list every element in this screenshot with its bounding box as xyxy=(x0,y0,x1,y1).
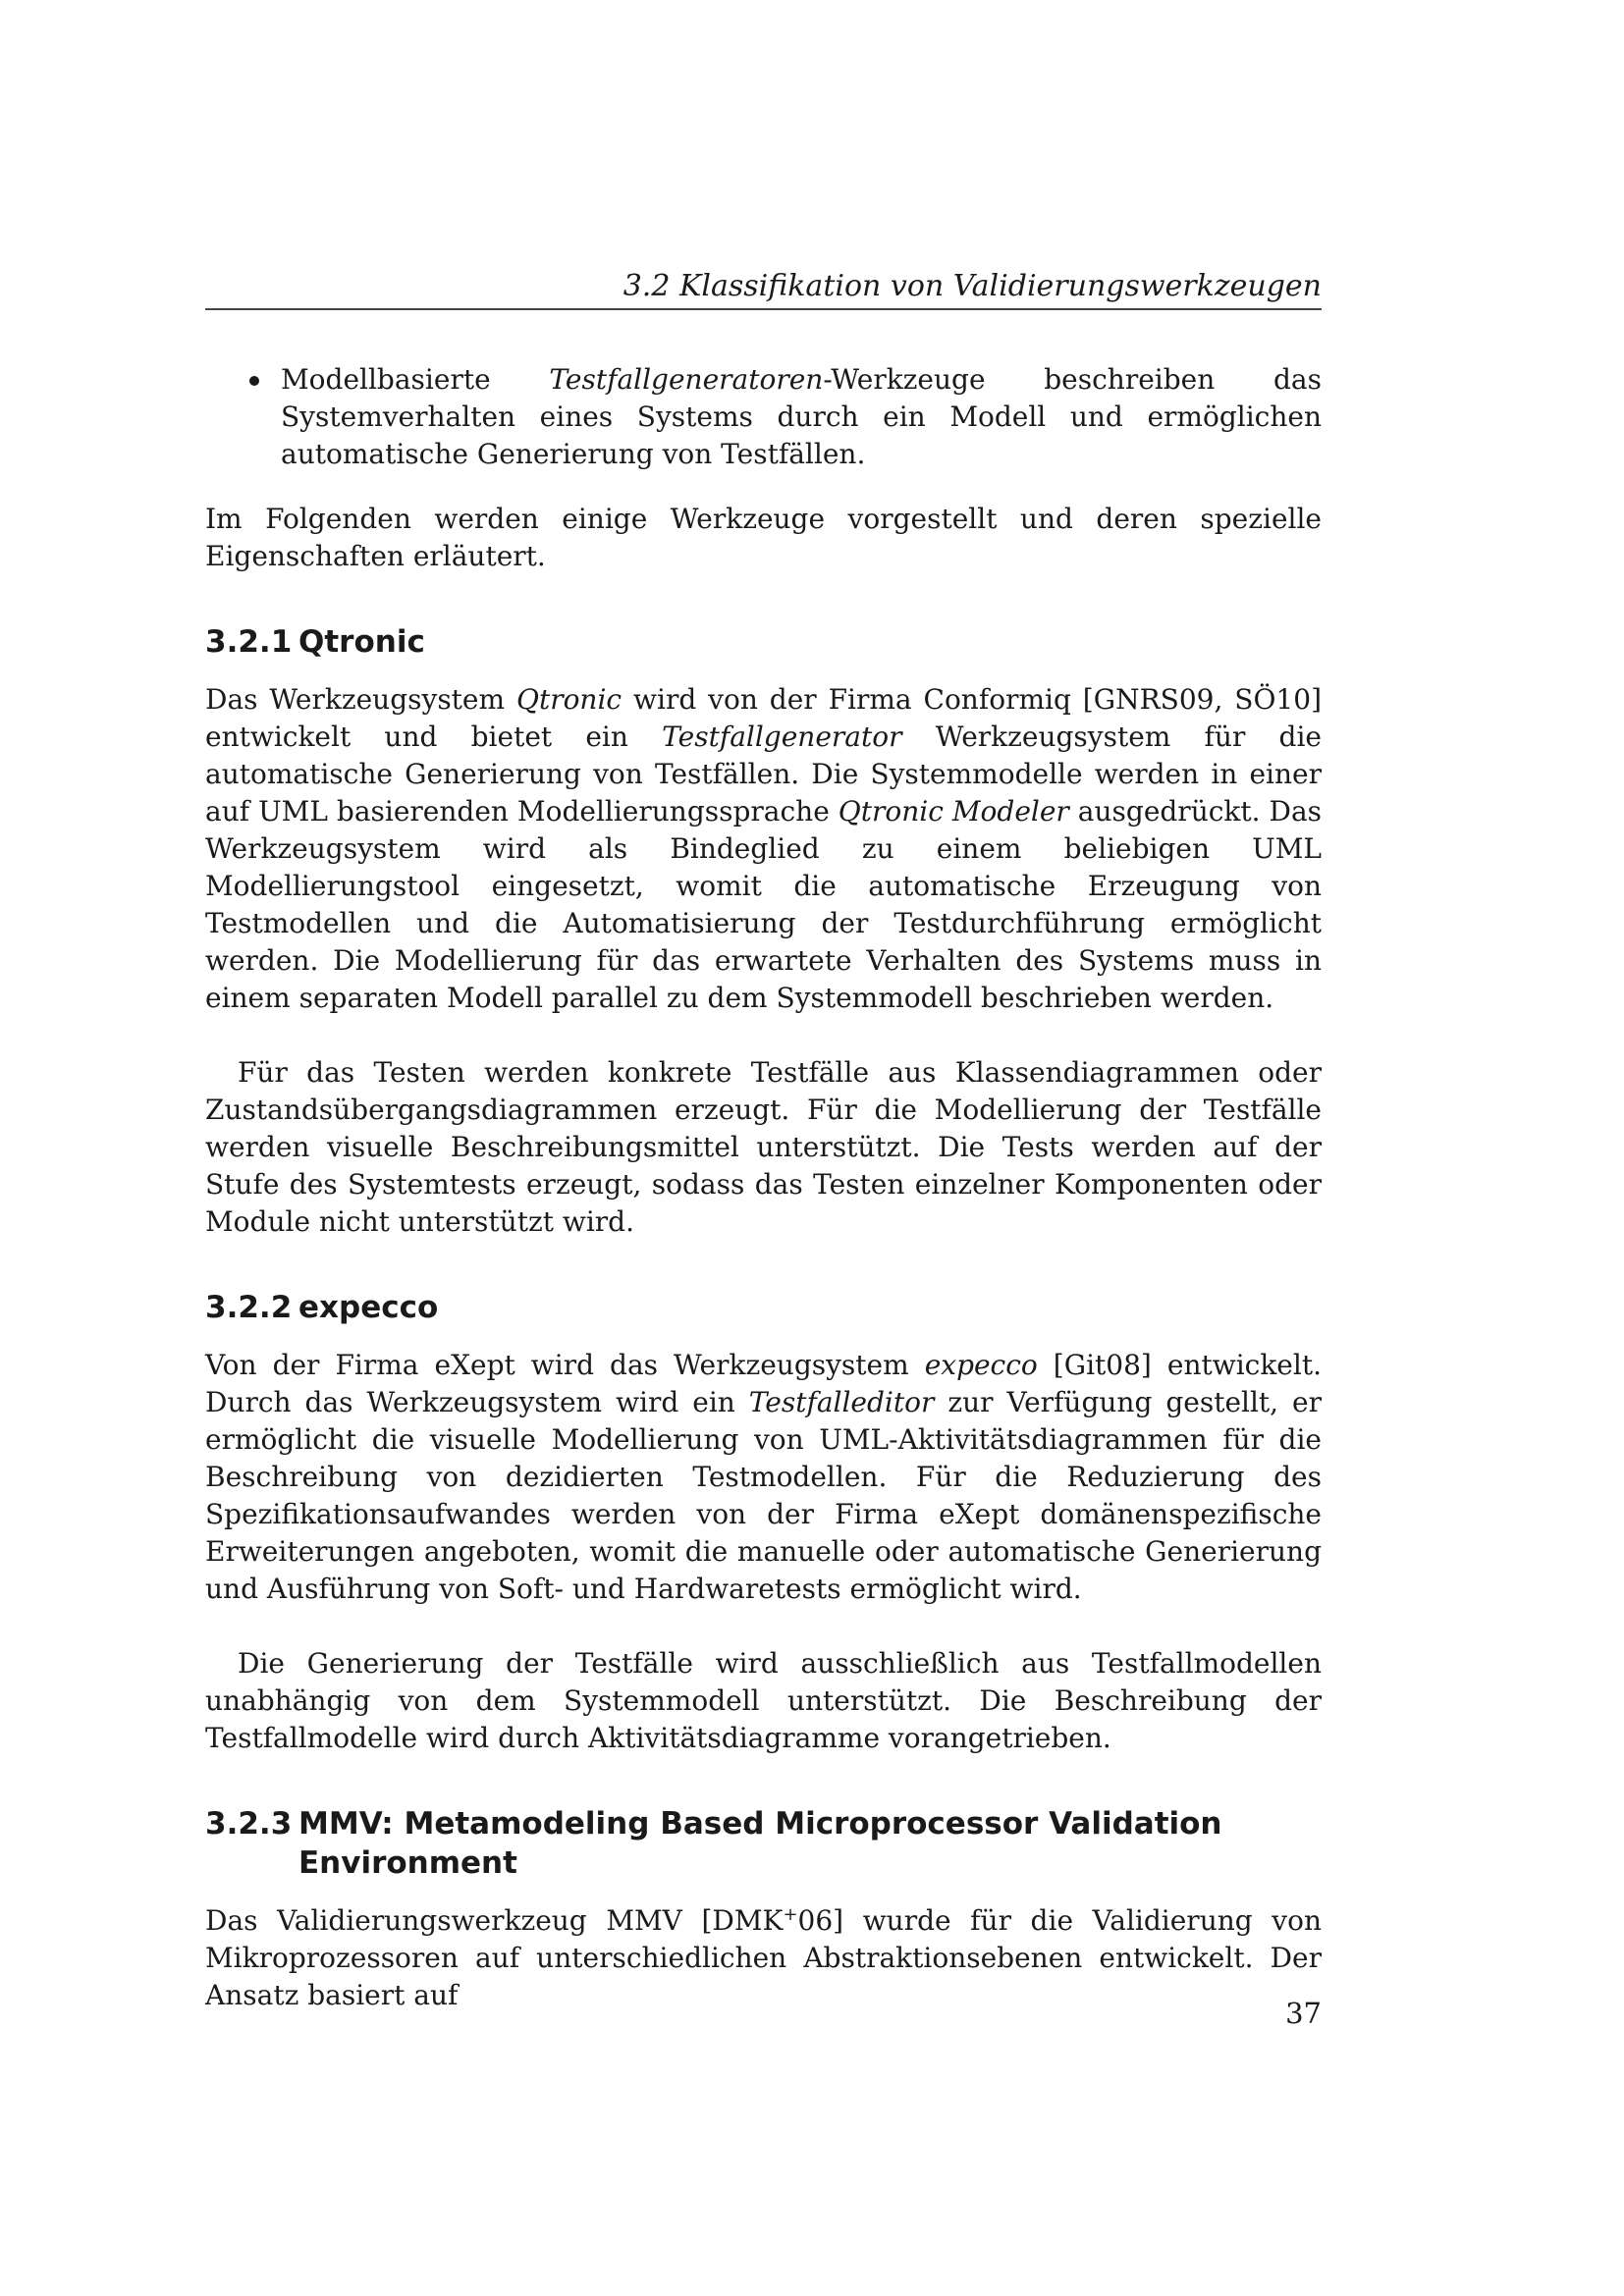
paragraph: Die Generierung der Testfälle wird ausschließlich aus Testfallmodellen unabhängig von dem Systemmodell unterstützt. Die Beschreibung der Testfallmodelle wird durch Aktivitätsdiagramme vorangetrieben. xyxy=(205,1647,1322,1754)
paragraph-text: wird von der Firma Conformiq [GNRS09, SÖ10] entwickelt und bietet ein xyxy=(205,683,1322,753)
section-heading-3-2-3 xyxy=(205,1804,1322,1883)
paragraph xyxy=(205,1902,1322,2014)
paragraph: Für das Testen werden konkrete Testfälle aus Klassendiagrammen oder Zustandsübergangsdiagrammen erzeugt. Für die Modellierung der Testfälle werden visuelle Beschreibungsmittel unterstützt. Die Tests werden auf der Stufe des Systemtests erzeugt, sodass das Testen einzelner Komponenten oder Module nicht unterstützt wird. xyxy=(205,1056,1322,1238)
paragraph-text: 06] wurde für die Validierung von Mikroprozessoren auf unterschiedlichen Abstraktionsebenen entwickelt. Der Ansatz basiert auf xyxy=(205,1904,1322,2011)
paragraph-text: Das Validierungswerkzeug MMV [DMK xyxy=(205,1904,784,1937)
intro-paragraph: Im Folgenden werden einige Werkzeuge vorgestellt und deren spezielle Eigenschaften erläutert. xyxy=(205,503,1322,572)
bullet-text: -Werkzeuge beschreiben das Systemverhalten eines Systems durch ein Modell und ermöglichen automatische Generierung von Testfällen. xyxy=(281,363,1322,470)
header-rule xyxy=(205,308,1322,310)
bullet-text: Modellbasierte xyxy=(281,363,550,396)
paragraph-text: Von der Firma eXept wird das Werkzeugsystem xyxy=(205,1349,925,1381)
bullet-dot-icon xyxy=(249,376,259,386)
section-heading-3-2-2 xyxy=(205,1288,1322,1327)
section-number: 3.2.1 xyxy=(205,624,293,660)
body-text xyxy=(205,361,1322,2014)
page-number: 37 xyxy=(1285,1997,1322,2030)
running-header xyxy=(205,267,1322,306)
paragraph xyxy=(205,681,1322,1017)
paragraph-text: Werkzeugsystem für die automatische Generierung von Testfällen. Die Systemmodelle werden in einer auf UML basierenden Modellierungssprache xyxy=(205,721,1322,828)
emphasis: Qtronic Modeler xyxy=(838,795,1069,828)
section-title: Qtronic xyxy=(298,624,425,660)
emphasis: expecco xyxy=(924,1349,1038,1381)
paragraph-text: ausgedrückt. Das Werkzeugsystem wird als Bindeglied zu einem beliebigen UML Modellierungstool eingesetzt, womit die automatische Erzeugung von Testmodellen und die Automatisierung der Testdurchführung ermöglicht werden. Die Modellierung für das erwartete Verhalten des Systems muss in einem separaten Modell parallel zu dem Systemmodell beschrieben werden. xyxy=(205,795,1323,1014)
paragraph xyxy=(205,1347,1322,1608)
superscript: + xyxy=(783,1904,798,1925)
running-header-title: 3.2 Klassifikation von Validierungswerkzeugen xyxy=(623,269,1322,303)
section-title: expecco xyxy=(298,1290,439,1325)
paragraph-text: Das Werkzeugsystem xyxy=(205,683,516,716)
section-heading-3-2-1 xyxy=(205,622,1322,662)
emphasis: Testfallgenerator xyxy=(662,721,902,753)
paragraph-text: [Git08] entwickelt. Durch das Werkzeugsystem wird ein xyxy=(205,1349,1322,1418)
section-number: 3.2.3 xyxy=(205,1806,293,1842)
paragraph-text: zur Verfügung gestellt, er ermöglicht die visuelle Modellierung von UML-Aktivitätsdiagrammen für die Beschreibung von dezidierten Testmodellen. Für die Reduzierung des Spezifikationsaufwandes werden von der Firma eXept domänenspezifische Erweiterungen angeboten, womit die manuelle oder automatische Generierung und Ausführung von Soft- und Hardwaretests ermöglicht wird. xyxy=(205,1386,1322,1605)
section-number: 3.2.2 xyxy=(205,1290,293,1325)
emphasis: Qtronic xyxy=(515,683,623,716)
emphasis: Testfalleditor xyxy=(748,1386,935,1418)
bullet-item xyxy=(205,361,1322,473)
section-title: MMV: Metamodeling Based Microprocessor Validation Environment xyxy=(298,1806,1222,1881)
emphasis: Testfallgeneratoren xyxy=(549,363,824,396)
